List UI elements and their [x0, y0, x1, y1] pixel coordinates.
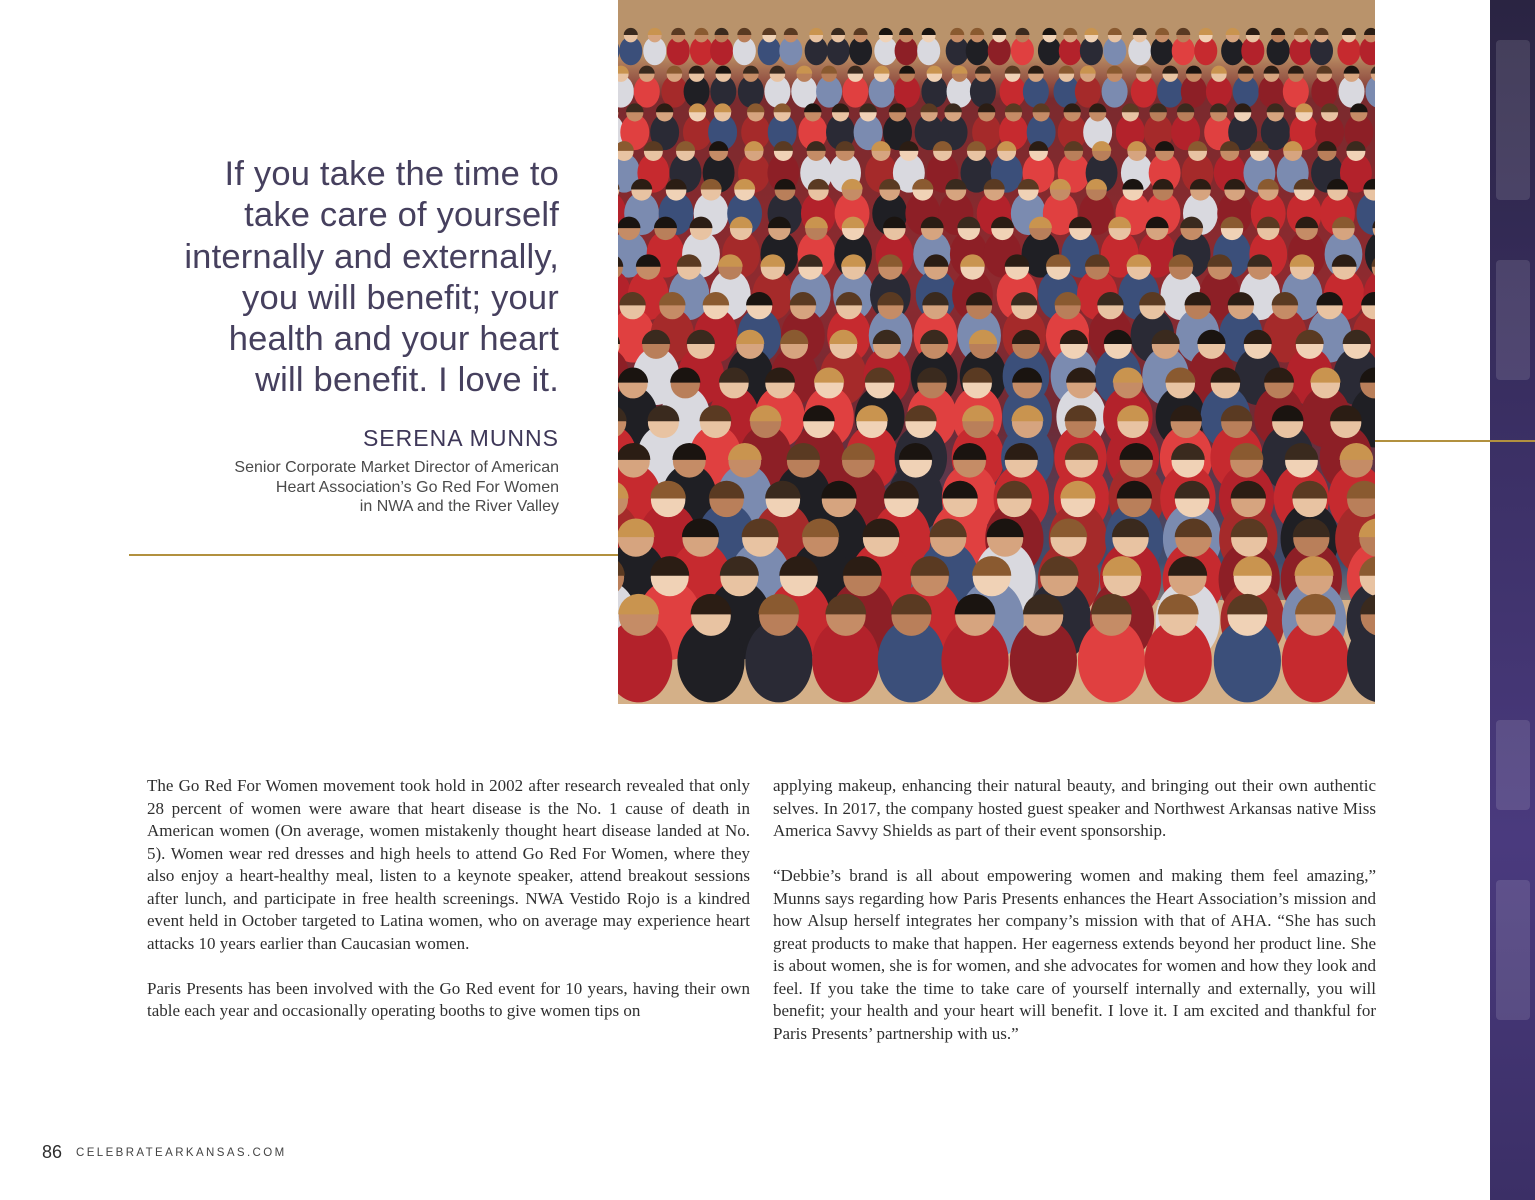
- attribution-title-line: Heart Association’s Go Red For Women: [275, 478, 559, 496]
- article-paragraph: applying makeup, enhancing their natural beauty, and bringing out their own authentic selves. In 2017, the company hosted guest speaker and Northwest Arkansas native Miss America Savvy Shields as part of their event sponsorship.: [773, 776, 1376, 840]
- gold-rule-left: [129, 554, 618, 556]
- pull-quote-line: internally and externally,: [184, 237, 559, 276]
- article-column-right: [773, 775, 1376, 1068]
- crowd-illustration: [618, 0, 1375, 704]
- next-page-edge: [1490, 0, 1535, 1200]
- quote-attribution-name: SERENA MUNNS: [362, 425, 559, 451]
- article-paragraph: “Debbie’s brand is all about empowering women and making them feel amazing,” Munns says regarding how Paris Presents enhances the Heart Association’s mission and how Alsup herself integrates her company’s mission with that of AHA. “She has such great products to make that happen. Her eagerness extends beyond her product line. She is about women, she is for women, and she advocates for women and how they look and feel. If you take the time to take care of yourself internally and externally, you will benefit; your health and your heart will benefit. I love it. I am excited and thankful for Paris Presents’ partnership with us.”: [773, 866, 1376, 1043]
- pull-quote-line: health and your heart: [228, 320, 559, 359]
- article-column-left: [147, 775, 750, 1045]
- attribution-title-line: in NWA and the River Valley: [359, 498, 559, 515]
- pull-quote-line: you will benefit; your: [242, 278, 559, 317]
- group-photo: [618, 0, 1375, 704]
- page-number: 86: [42, 1142, 63, 1162]
- quote-attribution-title: [120, 458, 559, 517]
- pull-quote-line: take care of yourself: [244, 196, 559, 235]
- pull-quote-line: If you take the time to: [224, 155, 559, 193]
- website-footer: CELEBRATEARKANSAS.COM: [76, 1147, 287, 1159]
- pull-quote: [120, 154, 559, 402]
- article-paragraph: The Go Red For Women movement took hold in 2002 after research revealed that only 28 percent of women were aware that heart disease is the No. 1 cause of death in American women (On average, women mistakenly thought heart disease landed at No. 5). Women wear red dresses and high heels to attend Go Red For Women, where they also enjoy a heart-healthy meal, listen to a keynote speaker, attend breakout sessions after lunch, and participate in free health screenings. NWA Vestido Rojo is a kindred event held in October targeted to Latina women, who on average may experience heart attacks 10 years earlier than Caucasian women.: [147, 776, 750, 953]
- pull-quote-line: will benefit. I love it.: [255, 361, 559, 400]
- article-paragraph: Paris Presents has been involved with the Go Red event for 10 years, having their own table each year and occasionally operating booths to give women tips on: [147, 978, 750, 1020]
- gold-rule-right: [1375, 440, 1535, 442]
- attribution-title-line: Senior Corporate Market Director of American: [234, 459, 559, 476]
